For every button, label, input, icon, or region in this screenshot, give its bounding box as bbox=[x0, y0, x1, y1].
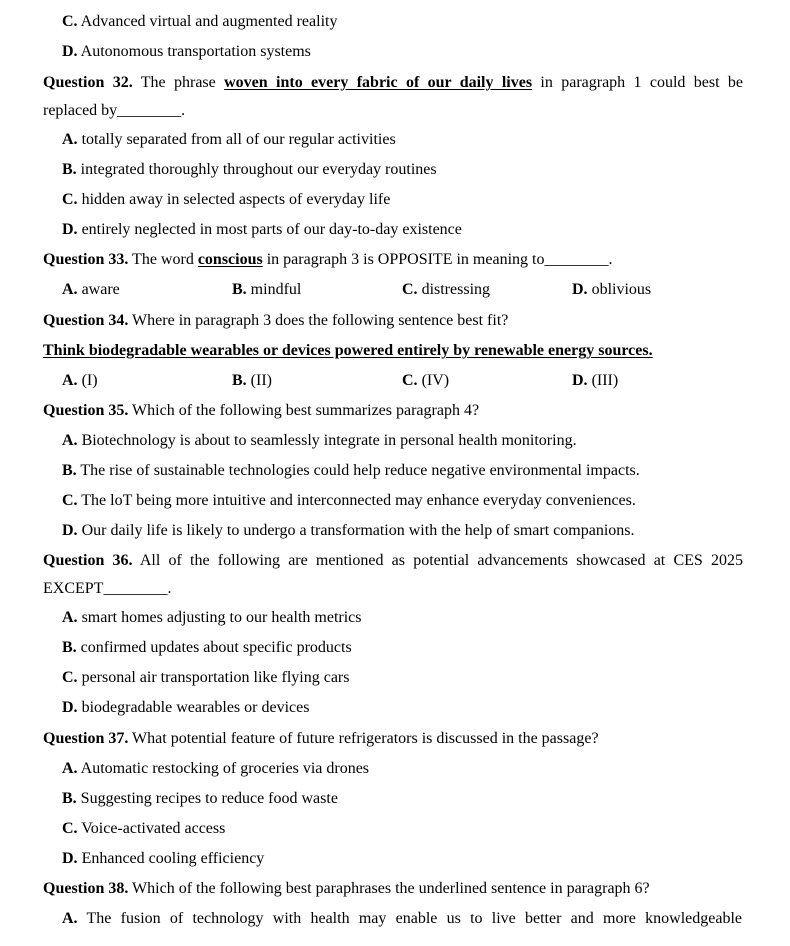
q36-stem-line2: EXCEPT________. bbox=[43, 580, 172, 597]
q34-option-a bbox=[62, 371, 98, 391]
option-text: confirmed updates about specific products bbox=[76, 639, 352, 656]
option-letter: C. bbox=[402, 372, 418, 389]
question-label: Question 35. bbox=[43, 402, 129, 419]
stem-text: The phrase bbox=[132, 74, 225, 91]
question-label: Question 38. bbox=[43, 880, 129, 897]
q36-stem bbox=[43, 551, 743, 571]
option-text: Our daily life is likely to undergo a transformation with the help of smart companions. bbox=[77, 522, 635, 539]
q32-stem bbox=[43, 73, 743, 93]
option-letter: A. bbox=[62, 609, 78, 626]
option-text: Biotechnology is about to seamlessly integrate in personal health monitoring. bbox=[77, 432, 577, 449]
stem-text: The word bbox=[128, 251, 198, 268]
option-letter: A. bbox=[62, 281, 78, 298]
question-label: Question 37. bbox=[43, 730, 129, 747]
option-letter: D. bbox=[62, 221, 78, 238]
q32-option-b bbox=[62, 160, 437, 180]
option-letter: A. bbox=[62, 910, 78, 927]
option-letter: A. bbox=[62, 432, 78, 449]
q34-stem bbox=[43, 311, 508, 331]
option-letter: D. bbox=[572, 281, 588, 298]
q37-option-c bbox=[62, 819, 225, 839]
underlined-phrase: woven into every fabric of our daily lives bbox=[224, 74, 533, 91]
option-letter: D. bbox=[572, 372, 588, 389]
q35-stem bbox=[43, 401, 479, 421]
option-letter: B. bbox=[62, 790, 77, 807]
option-text: biodegradable wearables or devices bbox=[77, 699, 310, 716]
q32-stem-line2: replaced by________. bbox=[43, 102, 186, 119]
underlined-sentence: Think biodegradable wearables or devices powered entirely by renewable energy sources. bbox=[43, 342, 653, 359]
q36-option-c bbox=[62, 668, 349, 688]
q34-option-d bbox=[572, 371, 618, 391]
q31-option-c bbox=[62, 12, 337, 32]
stem-text: in paragraph 1 could best be bbox=[532, 74, 744, 91]
q32-option-a bbox=[62, 130, 396, 150]
option-text: mindful bbox=[246, 281, 302, 298]
option-text: Enhanced cooling efficiency bbox=[77, 850, 265, 867]
option-letter: B. bbox=[232, 372, 247, 389]
option-text: smart homes adjusting to our health metrics bbox=[77, 609, 362, 626]
q31-option-d bbox=[62, 42, 311, 62]
question-label: Question 32. bbox=[43, 74, 133, 91]
option-letter: C. bbox=[62, 669, 78, 686]
q37-option-b bbox=[62, 789, 338, 809]
option-letter: C. bbox=[62, 13, 78, 30]
q33-option-b bbox=[232, 280, 301, 300]
option-text: entirely neglected in most parts of our day-to-day existence bbox=[77, 221, 462, 238]
q36-option-d bbox=[62, 698, 309, 718]
option-text: (IV) bbox=[417, 372, 450, 389]
option-text: Voice-activated access bbox=[77, 820, 226, 837]
option-letter: A. bbox=[62, 131, 78, 148]
q36-option-b bbox=[62, 638, 352, 658]
option-text: (I) bbox=[77, 372, 98, 389]
option-letter: B. bbox=[232, 281, 247, 298]
option-letter: D. bbox=[62, 522, 78, 539]
option-letter: D. bbox=[62, 850, 78, 867]
question-label: Question 33. bbox=[43, 251, 129, 268]
q37-stem bbox=[43, 729, 599, 749]
option-text: distressing bbox=[417, 281, 491, 298]
option-text: integrated thoroughly throughout our everyday routines bbox=[76, 161, 437, 178]
q34-option-c bbox=[402, 371, 449, 391]
stem-text: Where in paragraph 3 does the following sentence best fit? bbox=[128, 312, 509, 329]
question-label: Question 34. bbox=[43, 312, 129, 329]
option-text: The loT being more intuitive and interconnected may enhance everyday conveniences. bbox=[77, 492, 636, 509]
q33-option-d bbox=[572, 280, 651, 300]
question-label: Question 36. bbox=[43, 552, 133, 569]
option-text: (III) bbox=[587, 372, 619, 389]
underlined-word: conscious bbox=[197, 251, 263, 268]
option-text: The fusion of technology with health may enable us to live better and more knowledgeable bbox=[77, 910, 742, 927]
option-text: Automatic restocking of groceries via drones bbox=[77, 760, 370, 777]
q36-option-a bbox=[62, 608, 362, 628]
option-letter: C. bbox=[402, 281, 418, 298]
option-text: (II) bbox=[246, 372, 272, 389]
q32-option-d bbox=[62, 220, 462, 240]
q35-option-d bbox=[62, 521, 634, 541]
stem-text: Which of the following best paraphrases the underlined sentence in paragraph 6? bbox=[128, 880, 650, 897]
option-text: hidden away in selected aspects of everyday life bbox=[77, 191, 391, 208]
q33-option-a bbox=[62, 280, 120, 300]
q37-option-d bbox=[62, 849, 264, 869]
option-text: totally separated from all of our regular activities bbox=[77, 131, 396, 148]
option-letter: C. bbox=[62, 492, 78, 509]
option-letter: A. bbox=[62, 372, 78, 389]
q35-option-c bbox=[62, 491, 636, 511]
option-text: Advanced virtual and augmented reality bbox=[77, 13, 338, 30]
q33-option-c bbox=[402, 280, 490, 300]
stem-text: in paragraph 3 is OPPOSITE in meaning to________. bbox=[262, 251, 613, 268]
option-letter: D. bbox=[62, 43, 78, 60]
q33-stem bbox=[43, 250, 612, 270]
option-text: personal air transportation like flying cars bbox=[77, 669, 350, 686]
q32-option-c bbox=[62, 190, 390, 210]
option-letter: A. bbox=[62, 760, 78, 777]
stem-text: All of the following are mentioned as potential advancements showcased at CES 2025 bbox=[132, 552, 743, 569]
option-text: Autonomous transportation systems bbox=[77, 43, 311, 60]
option-letter: B. bbox=[62, 639, 77, 656]
q35-option-b bbox=[62, 461, 640, 481]
option-text: oblivious bbox=[587, 281, 652, 298]
q34-option-b bbox=[232, 371, 272, 391]
stem-text: What potential feature of future refrigerators is discussed in the passage? bbox=[128, 730, 599, 747]
q34-target-sentence bbox=[43, 341, 653, 361]
option-letter: C. bbox=[62, 820, 78, 837]
q35-option-a bbox=[62, 431, 577, 451]
option-letter: B. bbox=[62, 161, 77, 178]
option-letter: D. bbox=[62, 699, 78, 716]
q38-stem bbox=[43, 879, 650, 899]
option-text: The rise of sustainable technologies could help reduce negative environmental impacts. bbox=[76, 462, 640, 479]
stem-text: Which of the following best summarizes paragraph 4? bbox=[128, 402, 480, 419]
option-letter: C. bbox=[62, 191, 78, 208]
q38-option-a bbox=[62, 909, 742, 929]
option-text: Suggesting recipes to reduce food waste bbox=[76, 790, 338, 807]
q37-option-a bbox=[62, 759, 369, 779]
option-text: aware bbox=[77, 281, 120, 298]
option-letter: B. bbox=[62, 462, 77, 479]
